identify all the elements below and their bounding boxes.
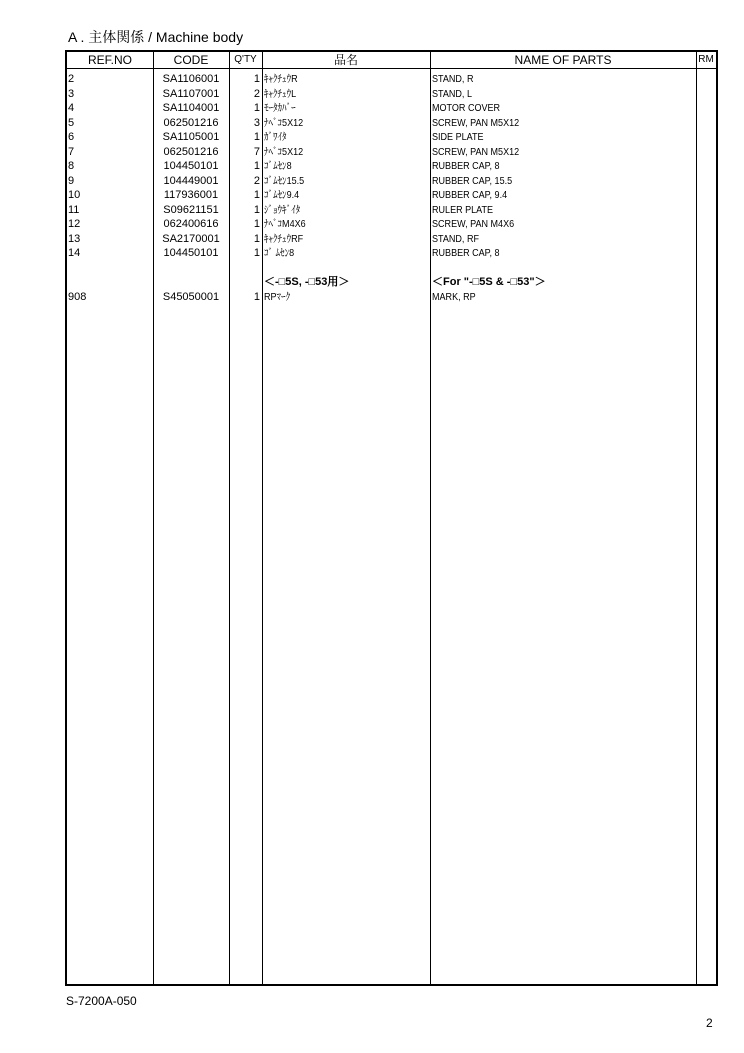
- column-header-rm: RM: [698, 54, 714, 65]
- quantity: 1: [253, 232, 260, 245]
- part-name: STAND, R: [432, 73, 474, 85]
- jp-part-name: ｼﾞｮｳｷﾞｲﾀ: [264, 203, 301, 216]
- table-row: [67, 246, 716, 261]
- ref-no: 7: [68, 145, 75, 158]
- table-row: [67, 217, 716, 232]
- jp-part-name: ｷｬｸﾁｭｳL: [264, 87, 297, 100]
- quantity: 1: [253, 203, 260, 216]
- ref-no: 5: [68, 116, 75, 129]
- column-header-qty: Q'TY: [234, 54, 257, 65]
- quantity: 1: [253, 102, 260, 114]
- table-row: [67, 87, 716, 102]
- part-code: 104450101: [163, 247, 219, 259]
- jp-part-name: ｺﾞﾑｾﾝ8: [264, 160, 292, 172]
- part-code: 062400616: [163, 218, 219, 230]
- jp-part-name: ｶﾞﾜｲﾀ: [264, 131, 287, 143]
- quantity: 1: [253, 291, 260, 303]
- table-row: [67, 145, 716, 160]
- quantity: 1: [253, 73, 260, 85]
- jp-part-name: ﾅﾍﾞｺ5X12: [264, 116, 304, 129]
- header-divider: [67, 68, 716, 69]
- table-row: [67, 174, 716, 189]
- page-number: 2: [706, 1016, 713, 1030]
- table-row: [67, 203, 716, 218]
- column-header-code: CODE: [173, 53, 209, 67]
- part-code: S09621151: [163, 203, 219, 216]
- table-row: [67, 130, 716, 145]
- jp-part-name: ｺﾞ ﾑｾﾝ8: [264, 247, 295, 259]
- part-name: SCREW, PAN M5X12: [432, 145, 520, 158]
- quantity: 1: [253, 247, 260, 259]
- ref-no: 3: [68, 87, 75, 100]
- part-name: STAND, L: [432, 87, 472, 100]
- part-code: SA1105001: [162, 131, 220, 143]
- part-name: MARK, RP: [432, 291, 476, 303]
- jp-part-name: ﾅﾍﾞｺM4X6: [264, 218, 306, 230]
- ref-no: 14: [68, 247, 81, 259]
- quantity: 7: [253, 145, 260, 158]
- variant-note-jp: ＜-□5S, -□53用＞: [264, 276, 350, 288]
- part-code: 104450101: [163, 160, 219, 172]
- part-code: SA1104001: [162, 102, 220, 114]
- part-code: 062501216: [163, 145, 219, 158]
- part-name: SIDE PLATE: [432, 131, 484, 143]
- part-name: RUBBER CAP, 15.5: [432, 174, 513, 187]
- jp-part-name: ﾅﾍﾞｺ5X12: [264, 145, 304, 158]
- ref-no: 12: [68, 218, 81, 230]
- ref-no: 9: [68, 174, 75, 187]
- part-code: SA2170001: [162, 232, 220, 245]
- quantity: 1: [253, 160, 260, 172]
- ref-no: 2: [68, 73, 75, 85]
- part-name: STAND, RF: [432, 232, 479, 245]
- part-name: SCREW, PAN M4X6: [432, 218, 515, 230]
- part-code: S45050001: [162, 291, 220, 303]
- ref-no: 11: [68, 203, 80, 216]
- table-row: [67, 188, 716, 203]
- quantity: 1: [253, 189, 260, 201]
- table-row: [67, 232, 716, 247]
- ref-no: 4: [68, 102, 75, 114]
- table-row: [67, 72, 716, 87]
- quantity: 1: [253, 131, 260, 143]
- part-name: RUBBER CAP, 8: [432, 247, 500, 259]
- part-code: 117936001: [163, 189, 219, 201]
- quantity: 2: [253, 174, 260, 187]
- column-header-en-name: NAME OF PARTS: [514, 53, 612, 67]
- part-code: 104449001: [163, 174, 219, 187]
- page-title: A . 主体関係 / Machine body: [68, 29, 244, 45]
- part-name: RUBBER CAP, 8: [432, 160, 500, 172]
- table-row: [67, 159, 716, 174]
- part-code: SA1106001: [162, 73, 220, 85]
- document-code: S-7200A-050: [66, 994, 137, 1008]
- jp-part-name: ｺﾞﾑｾﾝ9.4: [264, 189, 300, 201]
- ref-no: 6: [68, 131, 75, 143]
- table-row: [67, 101, 716, 116]
- part-name: RUBBER CAP, 9.4: [432, 189, 508, 201]
- ref-no: 10: [68, 189, 81, 201]
- table-row: [67, 290, 716, 305]
- ref-no: 8: [68, 160, 75, 172]
- variant-note-en: ＜For "-□5S & -□53"＞: [432, 276, 546, 288]
- part-code: 062501216: [163, 116, 219, 129]
- column-header-jp-name: 品名: [333, 53, 358, 67]
- jp-part-name: ｺﾞﾑｾﾝ15.5: [264, 174, 305, 187]
- part-code: SA1107001: [162, 87, 220, 100]
- jp-part-name: RPﾏｰｸ: [264, 291, 291, 303]
- part-name: MOTOR COVER: [432, 102, 501, 114]
- jp-part-name: ｷｬｸﾁｭｳRF: [264, 232, 304, 245]
- variant-note-row: [67, 275, 716, 290]
- parts-table: [65, 50, 718, 986]
- ref-no: 908: [68, 291, 87, 303]
- ref-no: 13: [68, 232, 81, 245]
- column-header-ref: REF.NO: [87, 53, 132, 67]
- part-name: SCREW, PAN M5X12: [432, 116, 520, 129]
- quantity: 3: [253, 116, 260, 129]
- jp-part-name: ﾓｰﾀｶﾊﾞｰ: [264, 102, 296, 114]
- quantity: 2: [253, 87, 260, 100]
- quantity: 1: [253, 218, 260, 230]
- part-name: RULER PLATE: [432, 203, 494, 216]
- table-row: [67, 116, 716, 131]
- jp-part-name: ｷｬｸﾁｭｳR: [264, 73, 298, 85]
